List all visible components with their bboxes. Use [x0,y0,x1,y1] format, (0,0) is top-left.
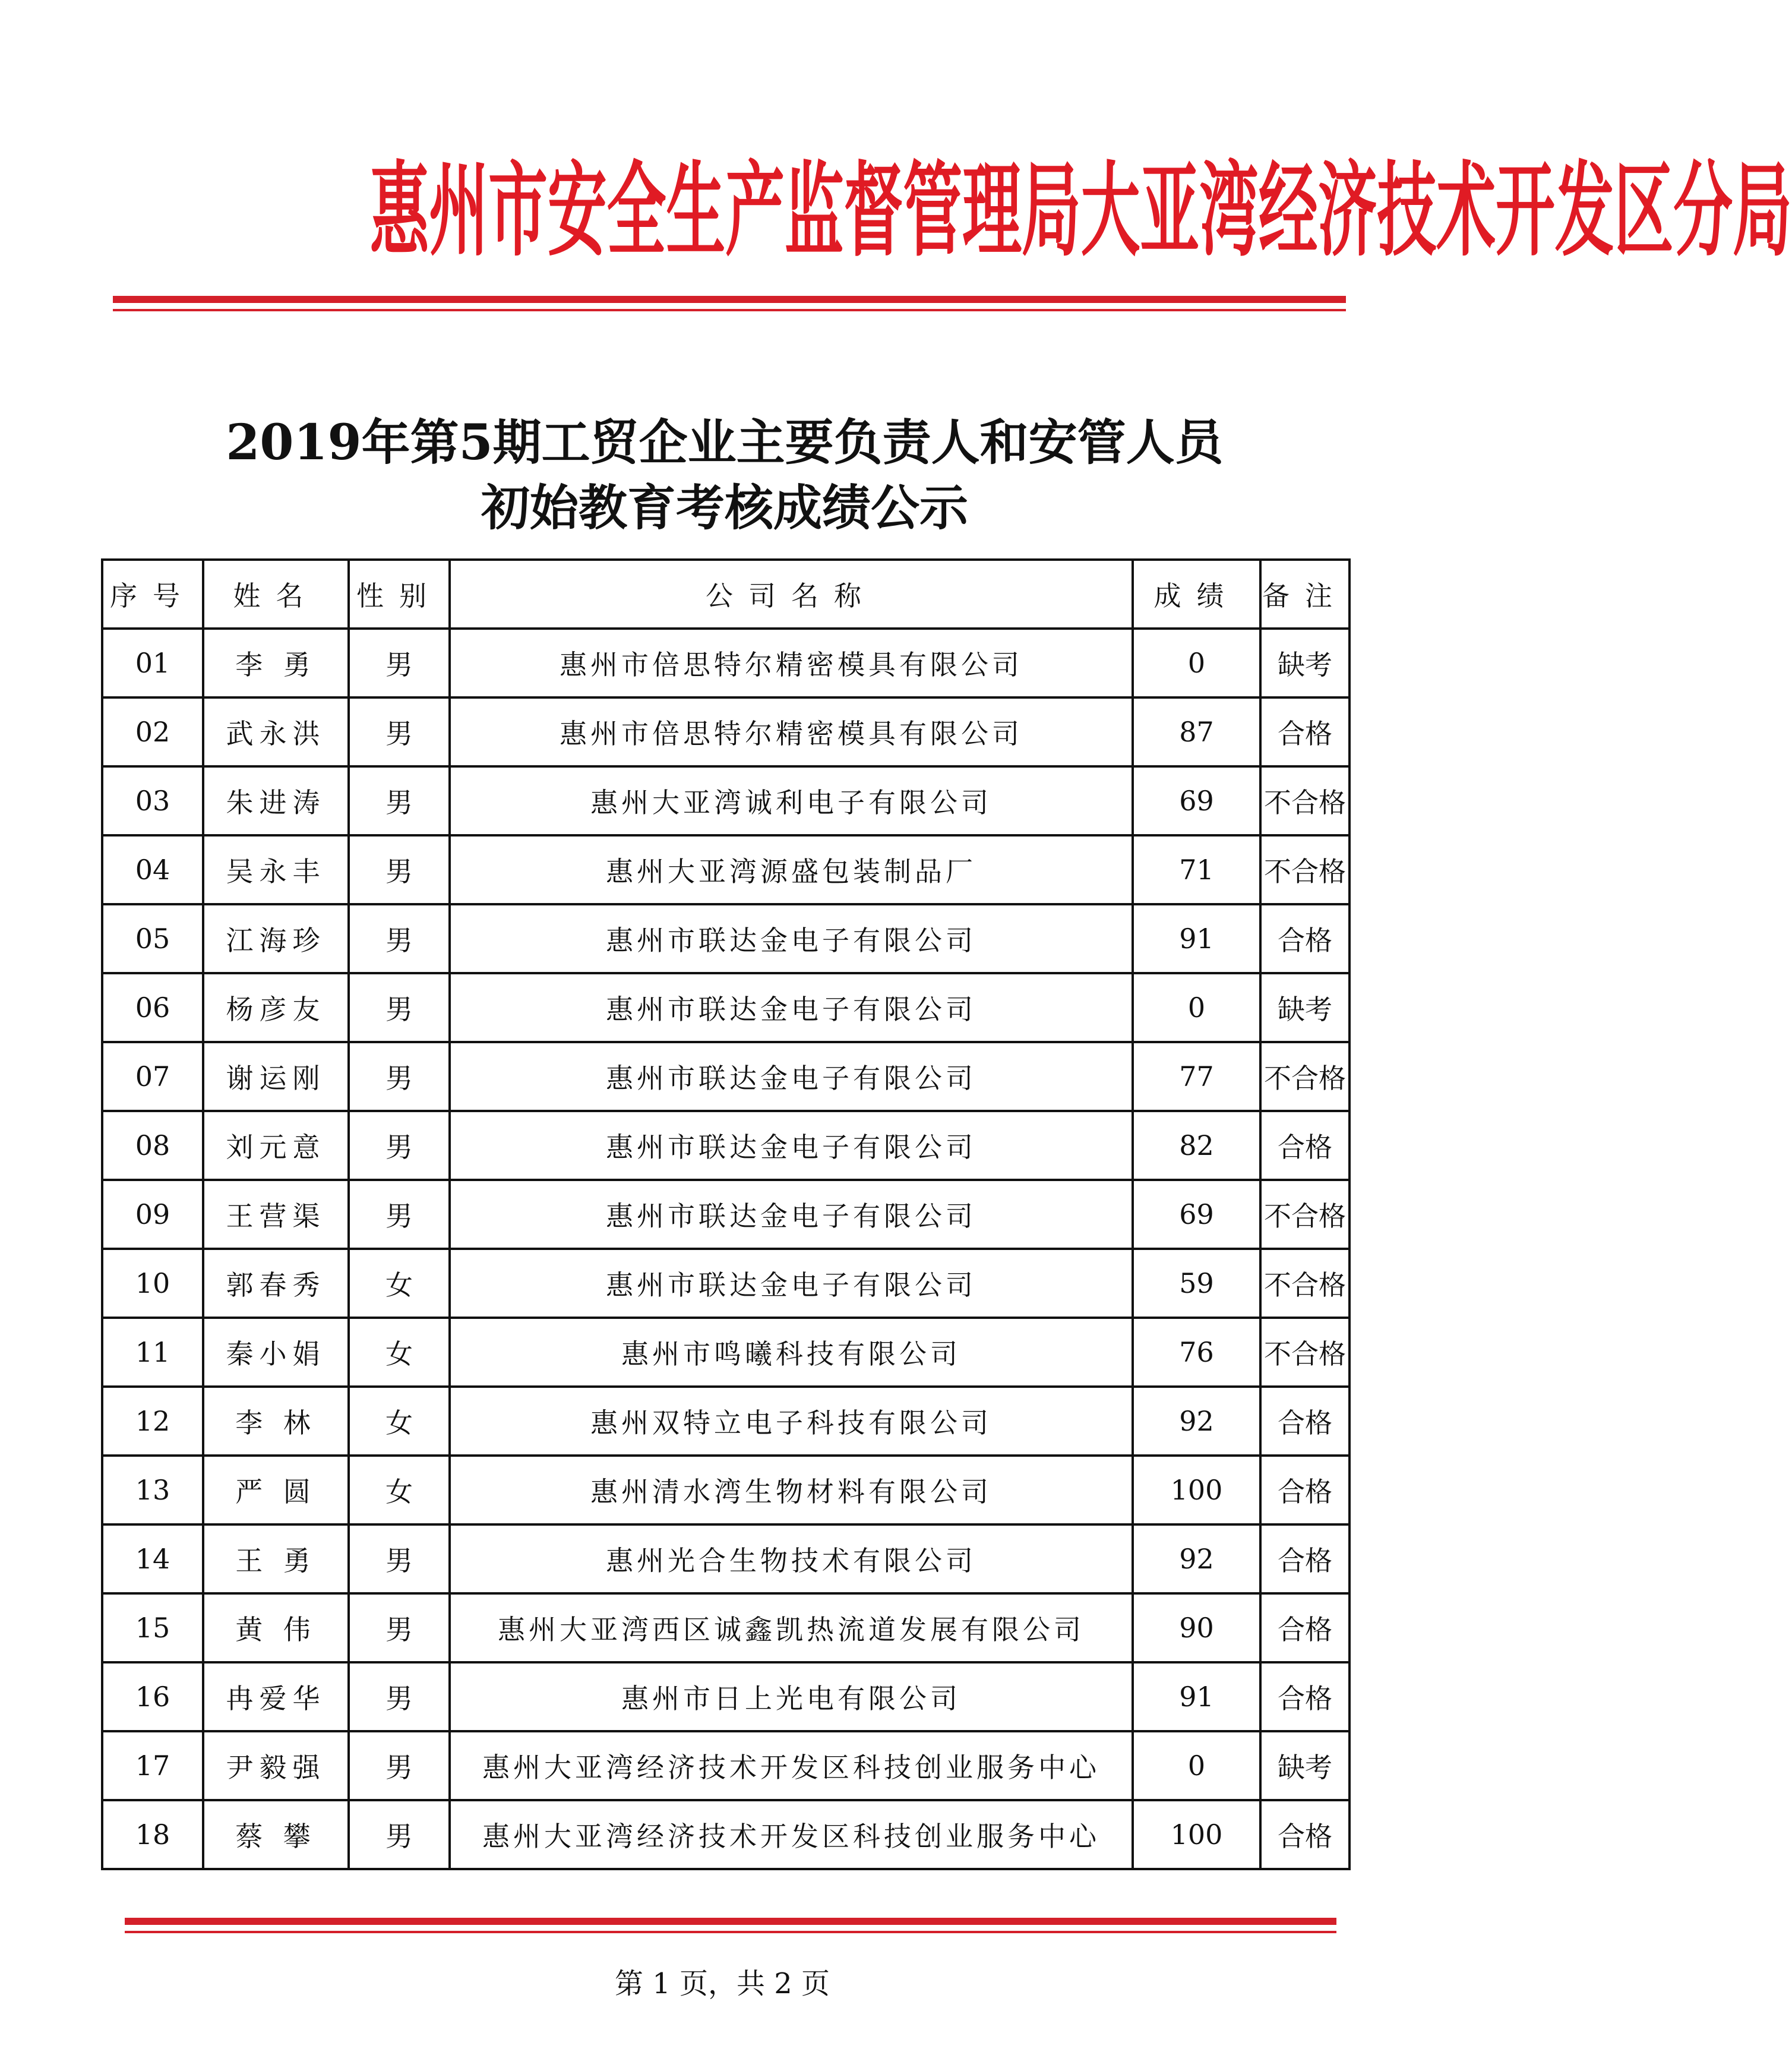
row-gender: 男 [349,835,450,904]
page-number: 第 1 页，共 2 页 [614,1967,830,2000]
row-name: 郭春秀 [203,1249,349,1318]
row-index: 07 [102,1042,203,1111]
row-score: 0 [1133,629,1260,697]
table-row [102,1111,1349,1180]
row-gender: 男 [349,1524,450,1593]
row-company: 惠州市倍思特尔精密模具有限公司 [450,697,1133,766]
row-index: 12 [102,1387,203,1456]
document-title-line-1: 2019年第5期工贸企业主要负责人和安管人员 [226,414,1224,471]
row-index: 16 [102,1662,203,1731]
row-company: 惠州光合生物技术有限公司 [450,1524,1133,1593]
footer-thin-rule [125,1931,1336,1933]
row-index: 13 [102,1456,203,1524]
row-company: 惠州市联达金电子有限公司 [450,973,1133,1042]
row-score: 91 [1133,1662,1260,1731]
row-company: 惠州市日上光电有限公司 [450,1662,1133,1731]
row-name: 尹毅强 [203,1731,349,1800]
table-row [102,1731,1349,1800]
row-score: 71 [1133,835,1260,904]
row-company: 惠州大亚湾经济技术开发区科技创业服务中心 [450,1731,1133,1800]
table-row [102,1387,1349,1456]
row-remark: 合格 [1260,697,1349,766]
row-remark: 合格 [1260,1662,1349,1731]
row-company: 惠州市联达金电子有限公司 [450,904,1133,973]
row-score: 0 [1133,1731,1260,1800]
row-gender: 女 [349,1387,450,1456]
table-row [102,1249,1349,1318]
row-company: 惠州大亚湾诚利电子有限公司 [450,766,1133,835]
table-row [102,1180,1349,1249]
row-index: 14 [102,1524,203,1593]
table-row [102,973,1349,1042]
row-score: 87 [1133,697,1260,766]
row-remark: 不合格 [1260,1249,1349,1318]
row-score: 92 [1133,1524,1260,1593]
row-remark: 合格 [1260,1800,1349,1869]
row-remark: 缺考 [1260,1731,1349,1800]
row-index: 05 [102,904,203,973]
row-index: 15 [102,1593,203,1662]
row-score: 90 [1133,1593,1260,1662]
row-score: 92 [1133,1387,1260,1456]
row-name: 严 圆 [203,1456,349,1524]
row-gender: 男 [349,973,450,1042]
row-remark: 不合格 [1260,766,1349,835]
row-name: 谢运刚 [203,1042,349,1111]
table-row [102,1318,1349,1387]
footer-thick-rule [125,1918,1336,1925]
table-row [102,766,1349,835]
row-company: 惠州市倍思特尔精密模具有限公司 [450,629,1133,697]
letterhead-thin-rule [113,309,1346,311]
row-remark: 合格 [1260,904,1349,973]
row-gender: 男 [349,1593,450,1662]
row-name: 朱进涛 [203,766,349,835]
row-company: 惠州大亚湾源盛包装制品厂 [450,835,1133,904]
letterhead-title: 惠州市安全生产监督管理局大亚湾经济技术开发区分局 [369,151,1792,270]
row-name: 秦小娟 [203,1318,349,1387]
row-index: 01 [102,629,203,697]
row-company: 惠州双特立电子科技有限公司 [450,1387,1133,1456]
row-company: 惠州清水湾生物材料有限公司 [450,1456,1133,1524]
row-index: 03 [102,766,203,835]
results-table [101,558,1351,1870]
row-remark: 合格 [1260,1387,1349,1456]
row-name: 王营渠 [203,1180,349,1249]
row-remark: 合格 [1260,1593,1349,1662]
table-row [102,1593,1349,1662]
row-remark: 合格 [1260,1111,1349,1180]
column-header-name: 姓名 [203,560,349,629]
row-index: 17 [102,1731,203,1800]
row-name: 刘元意 [203,1111,349,1180]
row-score: 100 [1133,1456,1260,1524]
row-gender: 男 [349,766,450,835]
letterhead-thick-rule [113,296,1346,303]
row-gender: 男 [349,1042,450,1111]
row-gender: 男 [349,1662,450,1731]
table-row [102,697,1349,766]
row-name: 江海珍 [203,904,349,973]
row-gender: 男 [349,1111,450,1180]
table-row [102,1662,1349,1731]
row-gender: 男 [349,697,450,766]
row-gender: 男 [349,1800,450,1869]
row-name: 吴永丰 [203,835,349,904]
row-remark: 合格 [1260,1456,1349,1524]
row-company: 惠州市联达金电子有限公司 [450,1111,1133,1180]
row-company: 惠州市鸣曦科技有限公司 [450,1318,1133,1387]
row-remark: 缺考 [1260,973,1349,1042]
table-row [102,835,1349,904]
column-header-index: 序号 [102,560,203,629]
row-score: 59 [1133,1249,1260,1318]
column-header-remark: 备注 [1260,560,1349,629]
row-gender: 男 [349,1180,450,1249]
column-header-score: 成绩 [1133,560,1260,629]
row-gender: 女 [349,1318,450,1387]
row-name: 冉爱华 [203,1662,349,1731]
row-name: 蔡 攀 [203,1800,349,1869]
row-company: 惠州大亚湾经济技术开发区科技创业服务中心 [450,1800,1133,1869]
row-score: 69 [1133,766,1260,835]
table-row [102,629,1349,697]
row-score: 0 [1133,973,1260,1042]
row-index: 10 [102,1249,203,1318]
table-row [102,904,1349,973]
row-index: 06 [102,973,203,1042]
column-header-gender: 性别 [349,560,450,629]
row-remark: 缺考 [1260,629,1349,697]
row-company: 惠州市联达金电子有限公司 [450,1180,1133,1249]
row-name: 李 林 [203,1387,349,1456]
table-row [102,1042,1349,1111]
row-company: 惠州大亚湾西区诚鑫凯热流道发展有限公司 [450,1593,1133,1662]
table-row [102,1456,1349,1524]
row-company: 惠州市联达金电子有限公司 [450,1249,1133,1318]
table-body [102,629,1349,1869]
row-remark: 不合格 [1260,1180,1349,1249]
row-name: 李 勇 [203,629,349,697]
row-name: 杨彦友 [203,973,349,1042]
row-index: 02 [102,697,203,766]
table-row [102,1524,1349,1593]
row-name: 武永洪 [203,697,349,766]
row-gender: 女 [349,1249,450,1318]
row-index: 09 [102,1180,203,1249]
row-index: 08 [102,1111,203,1180]
table-row [102,1800,1349,1869]
row-score: 69 [1133,1180,1260,1249]
row-index: 11 [102,1318,203,1387]
row-gender: 女 [349,1456,450,1524]
row-index: 18 [102,1800,203,1869]
column-header-company: 公司名称 [450,560,1133,629]
row-gender: 男 [349,1731,450,1800]
document-title-line-2: 初始教育考核成绩公示 [481,479,968,536]
row-score: 91 [1133,904,1260,973]
row-score: 76 [1133,1318,1260,1387]
row-remark: 合格 [1260,1524,1349,1593]
row-remark: 不合格 [1260,1042,1349,1111]
row-company: 惠州市联达金电子有限公司 [450,1042,1133,1111]
row-index: 04 [102,835,203,904]
row-score: 82 [1133,1111,1260,1180]
row-name: 黄 伟 [203,1593,349,1662]
table-header-row [102,560,1349,629]
row-name: 王 勇 [203,1524,349,1593]
row-gender: 男 [349,629,450,697]
row-score: 100 [1133,1800,1260,1869]
row-gender: 男 [349,904,450,973]
row-remark: 不合格 [1260,1318,1349,1387]
row-score: 77 [1133,1042,1260,1111]
row-remark: 不合格 [1260,835,1349,904]
